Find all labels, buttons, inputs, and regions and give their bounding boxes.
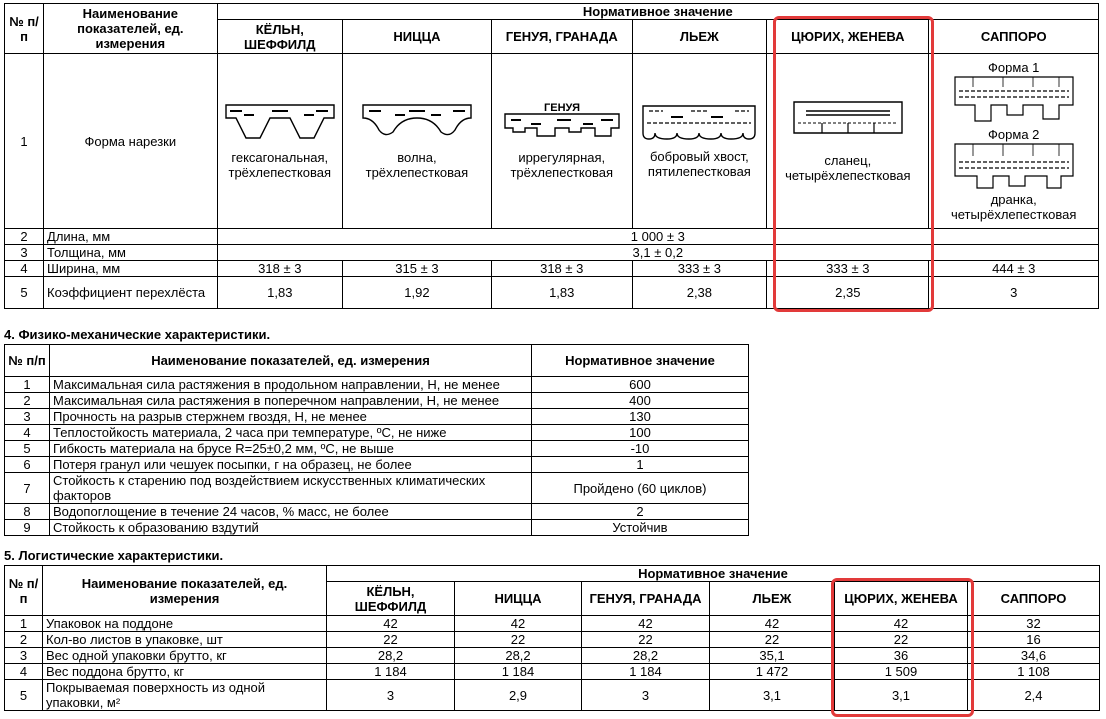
row-value: 3: [582, 680, 710, 711]
row-value: 600: [532, 377, 749, 393]
col-num-header: № п/п: [5, 566, 43, 616]
width-value: 318 ± 3: [491, 261, 632, 277]
row-num: 8: [5, 504, 50, 520]
sapporo-form1-shape-icon: [953, 75, 1075, 127]
row-value: 42: [582, 616, 710, 632]
row-num: 4: [5, 261, 44, 277]
row-name: Стойкость к образованию вздутий: [50, 520, 532, 536]
model-genoa: ГЕНУЯ, ГРАНАДА: [582, 582, 710, 616]
row-value: 35,1: [710, 648, 835, 664]
row-value: 16: [968, 632, 1100, 648]
model-nizza: НИЦЦА: [342, 20, 491, 54]
sapporo-form1-label: Форма 1: [988, 60, 1040, 75]
row-value: 42: [710, 616, 835, 632]
shape-cell-nizza: [342, 54, 491, 229]
length-value: 1 000 ± 3: [217, 229, 1098, 245]
row-num: 6: [5, 457, 50, 473]
norm-header: Нормативное значение: [217, 4, 1098, 20]
col-value-header: Нормативное значение: [532, 345, 749, 377]
model-sapporo: САППОРО: [929, 20, 1099, 54]
overlap-value: 3: [929, 277, 1099, 309]
row-name: Максимальная сила растяжения в продольном направлении, Н, не менее: [50, 377, 532, 393]
row-num: 1: [5, 616, 43, 632]
row-name: Водопоглощение в течение 24 часов, % масс, не более: [50, 504, 532, 520]
row-num: 4: [5, 664, 43, 680]
row-value: 400: [532, 393, 749, 409]
section5-title: 5. Логистические характеристики.: [4, 548, 224, 563]
col-num-header: № п/п: [5, 345, 50, 377]
model-liege: ЛЬЕЖ: [710, 582, 835, 616]
row-name: Максимальная сила растяжения в поперечном направлении, Н, не менее: [50, 393, 532, 409]
row-value: 22: [582, 632, 710, 648]
beavertail-shingle-icon: [641, 103, 757, 143]
row-value: 2,9: [455, 680, 582, 711]
row-value: 2: [532, 504, 749, 520]
row-value: 28,2: [455, 648, 582, 664]
row-name: Потеря гранул или чешуек посыпки, г на образец, не более: [50, 457, 532, 473]
overlap-value: 1,83: [217, 277, 342, 309]
row-name: Теплостойкость материала, 2 часа при температуре, ºС, не ниже: [50, 425, 532, 441]
row-num: 3: [5, 409, 50, 425]
row-value: 1 108: [968, 664, 1100, 680]
width-value: 333 ± 3: [767, 261, 929, 277]
shape-caption: дранка, четырёхлепестковая: [950, 192, 1077, 222]
row-value: 130: [532, 409, 749, 425]
shape-cell-koeln: [217, 54, 342, 229]
model-koeln: КЁЛЬН, ШЕФФИЛД: [217, 20, 342, 54]
model-nizza: НИЦЦА: [455, 582, 582, 616]
row-num: 3: [5, 245, 44, 261]
wave-shingle-icon: [361, 102, 473, 144]
col-name-header: Наименование показателей, ед. измерения: [50, 345, 532, 377]
row-num: 2: [5, 229, 44, 245]
shape-caption: бобровый хвост, пятилепестковая: [647, 149, 751, 179]
width-value: 444 ± 3: [929, 261, 1099, 277]
model-liege: ЛЬЕЖ: [632, 20, 767, 54]
col-name-header: Наименование показателей, ед. измерения: [43, 566, 327, 616]
row-value: 28,2: [582, 648, 710, 664]
row-value: 32: [968, 616, 1100, 632]
shape-caption: гексагональная, трёхлепестковая: [228, 150, 332, 180]
row-value: 34,6: [968, 648, 1100, 664]
row-value: 3,1: [835, 680, 968, 711]
row-num: 2: [5, 632, 43, 648]
row-num: 1: [5, 377, 50, 393]
row-value: 42: [455, 616, 582, 632]
row-value: 22: [835, 632, 968, 648]
row-value: 1: [532, 457, 749, 473]
row-name: Прочность на разрыв стержнем гвоздя, Н, не менее: [50, 409, 532, 425]
row-name: Покрываемая поверхность из одной упаковки, м²: [43, 680, 327, 711]
row-name: Гибкость материала на брусе R=25±0,2 мм, ºС, не выше: [50, 441, 532, 457]
col-num-header: № п/п: [5, 4, 44, 54]
row-value: 1 509: [835, 664, 968, 680]
model-zurich: ЦЮРИХ, ЖЕНЕВА: [835, 582, 968, 616]
overlap-value: 1,92: [342, 277, 491, 309]
row-value: Пройдено (60 циклов): [532, 473, 749, 504]
width-value: 318 ± 3: [217, 261, 342, 277]
row-num: 9: [5, 520, 50, 536]
physmech-table: [4, 344, 749, 536]
row-value: 22: [710, 632, 835, 648]
row-name: Вес поддона брутто, кг: [43, 664, 327, 680]
norm-header: Нормативное значение: [327, 566, 1100, 582]
row-num: 5: [5, 277, 44, 309]
genoa-label: ГЕНУЯ: [543, 102, 580, 114]
model-genoa: ГЕНУЯ, ГРАНАДА: [491, 20, 632, 54]
row-name: Ширина, мм: [44, 261, 218, 277]
row-num: 5: [5, 680, 43, 711]
row-value: 1 184: [327, 664, 455, 680]
row-value: 22: [327, 632, 455, 648]
row-value: Устойчив: [532, 520, 749, 536]
shape-caption: волна, трёхлепестковая: [365, 150, 469, 180]
row-name: Стойкость к старению под воздействием искусственных климатических факторов: [50, 473, 532, 504]
row-value: 42: [835, 616, 968, 632]
row-value: 42: [327, 616, 455, 632]
row-name: Упаковок на поддоне: [43, 616, 327, 632]
width-value: 333 ± 3: [632, 261, 767, 277]
row-value: 100: [532, 425, 749, 441]
row-num: 4: [5, 425, 50, 441]
shape-caption: сланец, четырёхлепестковая: [785, 153, 911, 183]
section4-title: 4. Физико-механические характеристики.: [4, 327, 271, 342]
shape-caption: иррегулярная, трёхлепестковая: [510, 150, 613, 180]
zurich-highlight-1: [773, 16, 934, 312]
row-name: Коэффициент перехлёста: [44, 277, 218, 309]
row-value: 1 472: [710, 664, 835, 680]
row-num: 7: [5, 473, 50, 504]
sapporo-form2-label: Форма 2: [988, 127, 1040, 142]
model-zurich: ЦЮРИХ, ЖЕНЕВА: [767, 20, 929, 54]
row-value: -10: [532, 441, 749, 457]
sapporo-form2-shape-icon: [953, 142, 1075, 192]
model-sapporo: САППОРО: [968, 582, 1100, 616]
shape-table: [4, 3, 1099, 309]
row-name: Форма нарезки: [44, 54, 218, 229]
overlap-value: 1,83: [491, 277, 632, 309]
row-num: 3: [5, 648, 43, 664]
row-num: 5: [5, 441, 50, 457]
row-value: 28,2: [327, 648, 455, 664]
shape-cell-liege: [632, 54, 767, 229]
shape-cell-genoa: [491, 54, 632, 229]
hexagonal-shingle-icon: [224, 102, 336, 144]
row-name: Вес одной упаковки брутто, кг: [43, 648, 327, 664]
row-num: 2: [5, 393, 50, 409]
col-name-header: Наименование показателей, ед. измерения: [44, 4, 218, 54]
width-value: 315 ± 3: [342, 261, 491, 277]
row-name: Кол-во листов в упаковке, шт: [43, 632, 327, 648]
row-value: 22: [455, 632, 582, 648]
row-value: 2,4: [968, 680, 1100, 711]
model-koeln: КЁЛЬН, ШЕФФИЛД: [327, 582, 455, 616]
thickness-value: 3,1 ± 0,2: [217, 245, 1098, 261]
row-name: Длина, мм: [44, 229, 218, 245]
irregular-shingle-icon: [503, 102, 621, 144]
row-value: 1 184: [582, 664, 710, 680]
row-value: 36: [835, 648, 968, 664]
row-num: 1: [5, 54, 44, 229]
overlap-value: 2,35: [767, 277, 929, 309]
zurich-highlight-2: [831, 578, 974, 717]
row-value: 3: [327, 680, 455, 711]
row-name: Толщина, мм: [44, 245, 218, 261]
shape-cell-sapporo: [929, 54, 1099, 229]
row-value: 3,1: [710, 680, 835, 711]
overlap-value: 2,38: [632, 277, 767, 309]
row-value: 1 184: [455, 664, 582, 680]
